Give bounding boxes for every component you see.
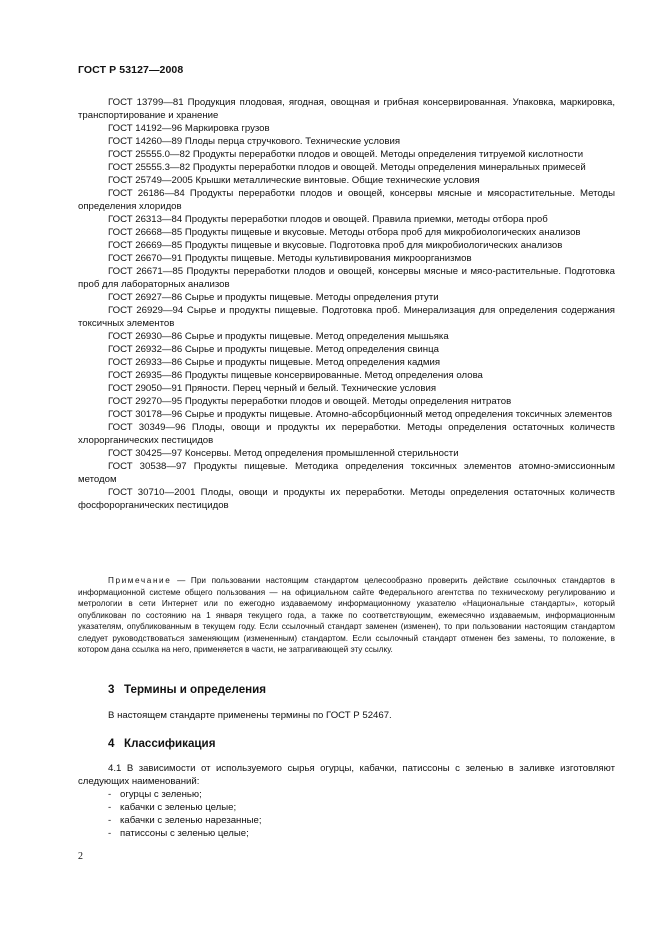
list-item (78, 788, 615, 801)
list-item-text: кабачки с зеленью нарезанные; (120, 815, 262, 826)
reference-item: ГОСТ 13799—81 Продукция плодовая, ягодная, овощная и грибная консервированная. Упаковка, маркировка, транспортирование и хранение (78, 97, 615, 121)
reference-item: ГОСТ 26186—84 Продукты переработки плодов и овощей, консервы мясные и мясорастительные. Методы определения хлоридов (78, 188, 615, 212)
list-item-text: патиссоны с зеленью целые; (120, 828, 249, 839)
section-4-heading (108, 737, 215, 750)
section-3-title: Термины и определения (124, 683, 267, 696)
reference-item: ГОСТ 26932—86 Сырье и продукты пищевые. Метод определения свинца (108, 344, 439, 355)
reference-item: ГОСТ 26668—85 Продукты пищевые и вкусовые. Методы отбора проб для микробиологических анализов (108, 227, 581, 238)
document-header: ГОСТ Р 53127—2008 (78, 64, 184, 76)
dash-bullet: - (108, 802, 112, 813)
section-4-title: Классификация (124, 737, 216, 750)
note-label: Примечание (108, 576, 172, 585)
section-4-body (78, 762, 615, 840)
dash-bullet: - (108, 789, 112, 800)
note-text: — При пользовании настоящим стандартом целесообразно проверить действие ссылочных стандартов в информационной системе общего пользования — на официальном сайте Федерального агентства по техническому регулированию и метрологии в сети Интернет или по ежегодно издаваемому информационному указателю «Национальные стандарты», который опубликован по состоянию на 1 января текущего года, а также по соответствующим, ежемесячно издаваемым, информационным указателям, опубликованным в текущем году. Если ссылочный стандарт заменен (изменен), то при пользовании настоящим стандартом следует руководствоваться заменяющим (измененным) стандартом. Если ссылочный стандарт отменен без замены, то положение, в котором дана ссылка на него, применяется в части, не затрагивающей эту ссылку. (78, 576, 615, 654)
reference-item: ГОСТ 26670—91 Продукты пищевые. Методы культивирования микроорганизмов (108, 253, 472, 264)
reference-item: ГОСТ 25555.3—82 Продукты переработки плодов и овощей. Методы определения минеральных примесей (108, 162, 586, 173)
list-item (78, 827, 615, 840)
reference-item: ГОСТ 30178—96 Сырье и продукты пищевые. Атомно-абсорбционный метод определения токсичных элементов (108, 409, 613, 420)
reference-item: ГОСТ 26929—94 Сырье и продукты пищевые. Подготовка проб. Минерализация для определения содержания токсичных элементов (78, 305, 615, 329)
dash-bullet: - (108, 815, 112, 826)
reference-item: ГОСТ 26669—85 Продукты пищевые и вкусовые. Подготовка проб для микробиологических анализов (108, 240, 563, 251)
section-3-heading (108, 683, 266, 696)
reference-item: ГОСТ 26671—85 Продукты переработки плодов и овощей, консервы мясные и мясо-растительные. Подготовка проб для лабораторных анализов (78, 266, 615, 290)
reference-item: ГОСТ 25555.0—82 Продукты переработки плодов и овощей. Методы определения титруемой кислотности (108, 149, 584, 160)
page-number: 2 (78, 851, 83, 862)
reference-item: ГОСТ 30425—97 Консервы. Метод определения промышленной стерильности (108, 448, 459, 459)
section-3-number: 3 (108, 683, 115, 696)
list-item-text: огурцы с зеленью; (120, 789, 202, 800)
reference-item: ГОСТ 30538—97 Продукты пищевые. Методика определения токсичных элементов атомно-эмиссионным методом (78, 461, 615, 485)
reference-item: ГОСТ 26313—84 Продукты переработки плодов и овощей. Правила приемки, методы отбора проб (108, 214, 548, 225)
reference-item: ГОСТ 30710—2001 Плоды, овощи и продукты их переработки. Методы определения остаточных количеств фосфорорганических пестицидов (78, 487, 615, 511)
list-item (78, 801, 615, 814)
list-item (78, 814, 615, 827)
reference-item: ГОСТ 29270—95 Продукты переработки плодов и овощей. Методы определения нитратов (108, 396, 512, 407)
reference-item: ГОСТ 30349—96 Плоды, овощи и продукты их переработки. Методы определения остаточных количеств хлорорганических пестицидов (78, 422, 615, 446)
list-item-text: кабачки с зеленью целые; (120, 802, 237, 813)
reference-item: ГОСТ 26935—86 Продукты пищевые консервированные. Метод определения олова (108, 370, 483, 381)
section-4-number: 4 (108, 737, 115, 750)
reference-item: ГОСТ 26927—86 Сырье и продукты пищевые. Методы определения ртути (108, 292, 439, 303)
note-paragraph (78, 575, 615, 656)
clause-4-1: 4.1 В зависимости от используемого сырья огурцы, кабачки, патиссоны с зеленью в заливке изготовляют следующих наименований: (78, 763, 615, 787)
reference-item: ГОСТ 14192—96 Маркировка грузов (108, 123, 270, 134)
reference-item: ГОСТ 26933—86 Сырье и продукты пищевые. Метод определения кадмия (108, 357, 441, 368)
reference-item: ГОСТ 29050—91 Пряности. Перец черный и белый. Технические условия (108, 383, 437, 394)
reference-item: ГОСТ 25749—2005 Крышки металлические винтовые. Общие технические условия (108, 175, 480, 186)
section-3-text: В настоящем стандарте применены термины по ГОСТ Р 52467. (108, 710, 392, 721)
dash-bullet: - (108, 828, 112, 839)
normative-references-list (78, 96, 615, 512)
reference-item: ГОСТ 14260—89 Плоды перца стручкового. Технические условия (108, 136, 401, 147)
reference-item: ГОСТ 26930—86 Сырье и продукты пищевые. Метод определения мышьяка (108, 331, 449, 342)
